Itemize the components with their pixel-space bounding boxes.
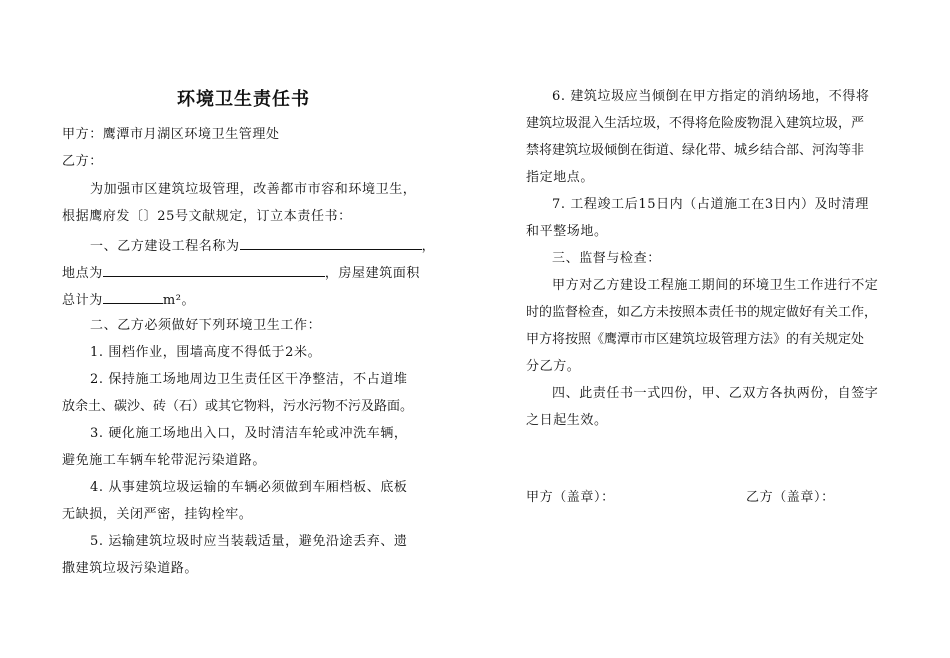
item-4-line-2: 无缺损，关闭严密，挂钩栓牢。	[62, 507, 253, 522]
item-1: 1. 围档作业，围墙高度不得低于2米。	[90, 345, 322, 360]
location-line	[62, 264, 420, 282]
section-3-line-2: 时的监督检查，如乙方未按照本责任书的规定做好有关工作，	[526, 305, 878, 320]
building-area-label: ，房屋建筑面积	[324, 266, 421, 281]
location-field[interactable]	[103, 264, 325, 277]
intro-line-1: 为加强市区建筑垃圾管理，改善都市市容和环境卫生，	[90, 182, 417, 197]
total-area-label: 总计为	[62, 293, 103, 308]
item-6-line-3: 禁将建筑垃圾倾倒在街道、绿化带、城乡结合部、河沟等非	[526, 143, 865, 158]
section-4-line-1: 四、此责任书一式四份，甲、乙双方各执两份，自签字	[552, 386, 879, 401]
project-name-line	[90, 237, 435, 255]
item-7-line-2: 和平整场地。	[526, 224, 608, 239]
party-a-seal-label: 甲方（盖章）：	[526, 490, 615, 505]
party-b: 乙方：	[62, 154, 103, 169]
total-area-unit: m²。	[162, 293, 196, 308]
item-5-line-2: 撒建筑垃圾污染道路。	[62, 561, 199, 576]
section-3-heading: 三、监督与检查：	[552, 251, 661, 266]
total-area-field[interactable]	[103, 291, 163, 304]
item-6-line-2: 建筑垃圾混入生活垃圾，不得将危险废物混入建筑垃圾，严	[526, 116, 865, 131]
location-label: 地点为	[62, 266, 103, 281]
document-title: 环境卫生责任书	[177, 89, 310, 110]
project-name-field[interactable]	[240, 237, 422, 250]
item-4-line-1: 4. 从事建筑垃圾运输的车辆必须做到车厢档板、底板	[90, 480, 408, 495]
item-7-line-1: 7. 工程竣工后15日内（占道施工在3日内）及时清理	[552, 197, 869, 212]
section-3-line-3: 甲方将按照《鹰潭市市区建筑垃圾管理方法》的有关规定处	[526, 332, 865, 347]
party-a: 甲方：鹰潭市月湖区环境卫生管理处	[62, 127, 280, 142]
item-6-line-4: 指定地点。	[526, 170, 595, 185]
party-b-seal-label: 乙方（盖章）：	[746, 490, 835, 505]
section-4-line-2: 之日起生效。	[526, 413, 608, 428]
item-3-line-1: 3. 硬化施工场地出入口，及时清洁车轮或冲洗车辆，	[90, 426, 408, 441]
section-2-heading: 二、乙方必须做好下列环境卫生工作：	[90, 318, 322, 333]
item-6-line-1: 6. 建筑垃圾应当倾倒在甲方指定的消纳场地，不得将	[552, 89, 870, 104]
total-area-line	[62, 291, 195, 309]
intro-line-2: 根据鹰府发〔〕25号文献规定，订立本责任书：	[62, 209, 352, 224]
project-name-label: 一、乙方建设工程名称为	[90, 239, 240, 254]
item-2-line-2: 放余土、碳沙、砖（石）或其它物料，污水污物不污及路面。	[62, 399, 414, 414]
item-3-line-2: 避免施工车辆车轮带泥污染道路。	[62, 453, 267, 468]
project-name-comma: ，	[421, 239, 436, 254]
section-3-line-4: 分乙方。	[526, 359, 581, 374]
item-5-line-1: 5. 运输建筑垃圾时应当装载适量，避免沿途丢弃、遗	[90, 534, 408, 549]
section-3-line-1: 甲方对乙方建设工程施工期间的环境卫生工作进行不定	[552, 278, 879, 293]
item-2-line-1: 2. 保持施工场地周边卫生责任区干净整洁，不占道堆	[90, 372, 408, 387]
